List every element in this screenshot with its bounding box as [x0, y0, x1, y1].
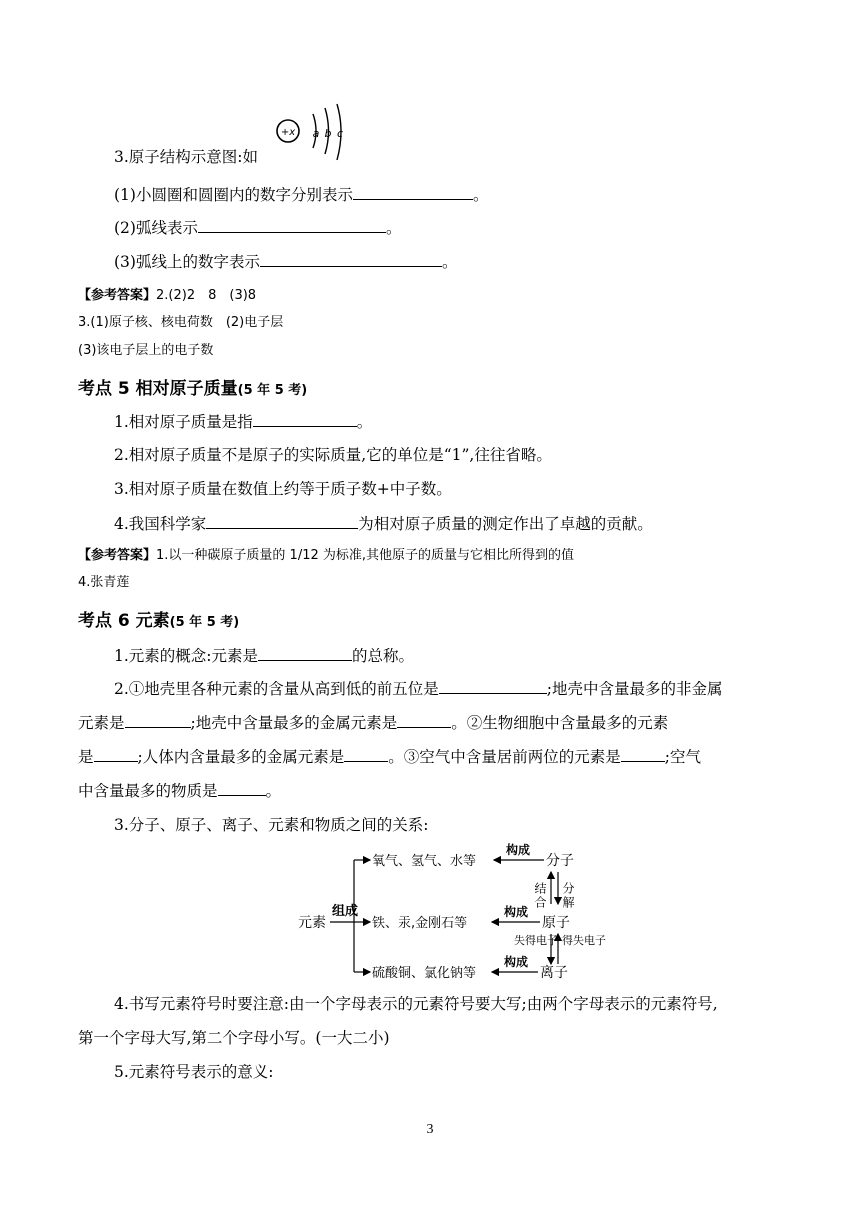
kaodian6-item2-line1: 2.①地壳里各种元素的含量从高到低的前五位是 ;地壳中含量最多的非金属: [114, 677, 723, 700]
answer-blank[interactable]: [439, 677, 547, 694]
relation-diagram: [296, 840, 606, 986]
kaodian5-item3: 3.相对原子质量在数值上约等于质子数+中子数。: [114, 480, 452, 498]
atom-structure-item3: 3.原子结构示意图:如: [114, 148, 259, 166]
kaodian6-item2-line4: 中含量最多的物质是 。: [78, 779, 281, 802]
kaodian5-item1: 1.相对原子质量是指 。: [114, 410, 372, 433]
atom-structure-q3: (3)弧线上的数字表示 。: [114, 250, 457, 273]
answer-blank[interactable]: [621, 745, 665, 762]
kaodian5-heading: 考点 5 相对原子质量(5 年 5 考): [78, 379, 308, 399]
answer-blank[interactable]: [94, 745, 138, 762]
kaodian5-item2: 2.相对原子质量不是原子的实际质量,它的单位是“1”,往往省略。: [114, 446, 552, 464]
ion-label: 离子: [540, 965, 568, 981]
kaodian6-item2-line2: 元素是 ;地壳中含量最多的金属元素是 。②生物细胞中含量最多的元素: [78, 711, 668, 734]
kaodian6-item1: 1.元素的概念:元素是 的总称。: [114, 644, 414, 667]
answer-block-1-line2: 3.(1)原子核、核电荷数 (2)电子层: [78, 315, 284, 330]
kaodian6-item4-line2: 第一个字母大写,第二个字母小写。(一大二小): [78, 1029, 390, 1047]
gain-electron-label: [562, 933, 606, 947]
constitute-label-1: 构成: [506, 843, 531, 857]
shell-label-b: b: [324, 127, 332, 140]
decompose-label: 分解: [561, 882, 575, 910]
nucleus-label: +x: [280, 127, 296, 138]
answer-blank[interactable]: [125, 711, 191, 728]
atom-structure-q2: (2)弧线表示 。: [114, 216, 401, 239]
answer-blank[interactable]: [253, 410, 357, 427]
constitute-label-3: 构成: [504, 955, 529, 969]
page-number: 3: [426, 1122, 434, 1137]
kaodian6-item5: 5.元素符号表示的意义:: [114, 1063, 274, 1081]
atom-structure-diagram: [272, 102, 352, 164]
answer-blank[interactable]: [258, 644, 352, 661]
atom-structure-q1: (1)小圆圈和圆圈内的数字分别表示 。: [114, 183, 488, 206]
kaodian6-item3: 3.分子、原子、离子、元素和物质之间的关系:: [114, 816, 429, 834]
compose-label: 组成: [332, 904, 359, 919]
answer-blank[interactable]: [353, 183, 473, 200]
kaodian5-answer1: 【参考答案】1.以一种碳原子质量的 1/12 为标准,其他原子的质量与它相比所得到的值: [78, 548, 575, 563]
answer-blank[interactable]: [206, 512, 358, 529]
element-label: 元素: [298, 915, 326, 931]
answer-blank[interactable]: [198, 216, 386, 233]
kaodian5-answer2: 4.张青莲: [78, 575, 130, 590]
constitute-label-2: 构成: [504, 905, 529, 919]
answer-blank[interactable]: [397, 711, 451, 728]
shell-label-c: c: [336, 127, 344, 140]
kaodian6-item4-line1: 4.书写元素符号时要注意:由一个字母表示的元素符号要大写;由两个字母表示的元素符号,: [114, 995, 718, 1013]
substance-3: 硫酸铜、氯化钠等: [372, 966, 477, 981]
shell-label-a: a: [312, 127, 320, 140]
lose-electron-label: [514, 933, 558, 947]
answer-blank[interactable]: [218, 779, 266, 796]
atom-label: 原子: [542, 915, 570, 931]
lose-electron-text: 失得电子: [514, 934, 558, 947]
molecule-label: 分子: [546, 853, 574, 869]
gain-electron-text: 得失电子: [562, 934, 606, 947]
substance-1: 氧气、氢气、水等: [372, 854, 477, 869]
answer-block-1-line3: (3)该电子层上的电子数: [78, 343, 214, 358]
combine-label: 结合: [533, 882, 547, 910]
substance-2: 铁、汞,金刚石等: [372, 916, 468, 931]
answer-block-1-line1: 【参考答案】2.(2)2 8 (3)8: [78, 288, 257, 303]
kaodian5-item4: 4.我国科学家 为相对原子质量的测定作出了卓越的贡献。: [114, 512, 653, 535]
kaodian6-heading: 考点 6 元素(5 年 5 考): [78, 611, 240, 631]
kaodian6-item2-line3: 是 ;人体内含量最多的金属元素是 。③空气中含量居前两位的元素是 ;空气: [78, 745, 701, 768]
answer-blank[interactable]: [260, 250, 442, 267]
answer-blank[interactable]: [344, 745, 388, 762]
